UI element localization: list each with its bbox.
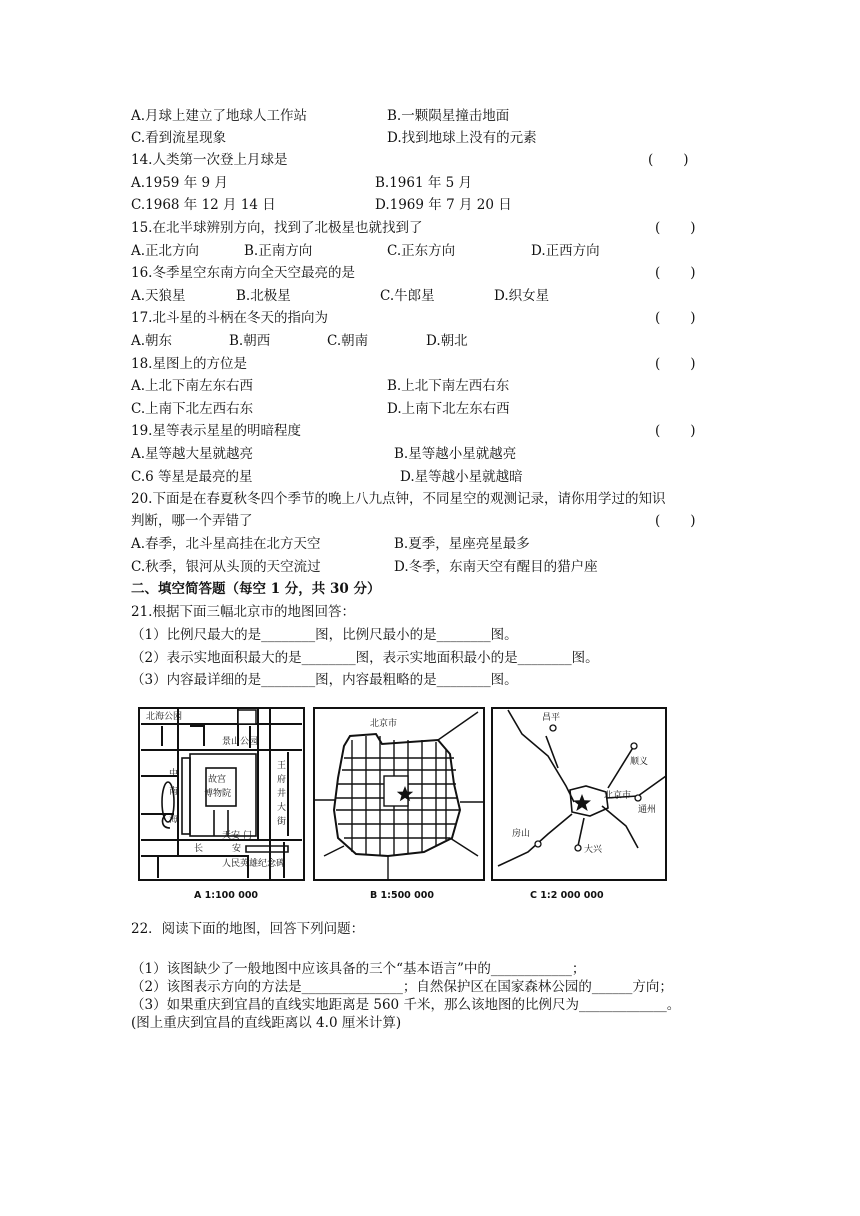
map-c-label-fangshan: 房山 bbox=[512, 829, 531, 839]
q17-option-b: B.朝西 bbox=[229, 333, 271, 349]
q20-stem-line1: 20.下面是在春夏秋冬四个季节的晚上八九点钟，不同星空的观测记录，请你用学过的知识 bbox=[131, 491, 666, 507]
q20-option-c: C.秋季，银河从头顶的天空流过 bbox=[131, 559, 321, 575]
q18-option-d: D.上南下北左东右西 bbox=[387, 401, 510, 417]
q16-stem: 16.冬季星空东南方向全天空最亮的是 bbox=[131, 265, 355, 281]
q16-option-c: C.牛郎星 bbox=[380, 288, 435, 304]
map-a-label-beihai-park: 北海公园 bbox=[146, 712, 183, 722]
map-c-shunyi-dot-icon bbox=[631, 743, 637, 749]
q14-option-c: C.1968 年 12 月 14 日 bbox=[131, 197, 276, 213]
q13-option-d: D.找到地球上没有的元素 bbox=[387, 130, 537, 146]
q13-option-b: B.一颗陨星撞击地面 bbox=[387, 108, 510, 124]
q18-option-c: C.上南下北左西右东 bbox=[131, 401, 254, 417]
q21-sub-3: （3）内容最详细的是________图，内容最粗略的是________图。 bbox=[131, 672, 518, 688]
q19-answer-paren: ( ) bbox=[655, 423, 696, 439]
q13-option-c: C.看到流星现象 bbox=[131, 130, 227, 146]
q15-option-a: A.正北方向 bbox=[131, 243, 200, 259]
q14-stem: 14.人类第一次登上月球是 bbox=[131, 152, 288, 168]
q15-option-d: D.正西方向 bbox=[531, 243, 600, 259]
q14-option-d: D.1969 年 7 月 20 日 bbox=[375, 197, 512, 213]
q18-stem: 18.星图上的方位是 bbox=[131, 356, 247, 372]
map-b-label-beijing: 北京市 bbox=[370, 719, 398, 729]
q15-option-b: B.正南方向 bbox=[244, 243, 313, 259]
q18-option-b: B.上北下南左西右东 bbox=[387, 378, 510, 394]
q21-sub-1: （1）比例尺最大的是________图，比例尺最小的是________图。 bbox=[131, 627, 518, 643]
q16-option-d: D.织女星 bbox=[494, 288, 550, 304]
q19-option-a: A.星等越大星就越亮 bbox=[131, 446, 254, 462]
q19-option-d: D.星等越小星就越暗 bbox=[400, 469, 523, 485]
map-a-label-jing: 井 bbox=[277, 789, 287, 799]
map-a-label-da: 大 bbox=[277, 803, 287, 813]
q14-answer-paren: ( ) bbox=[648, 152, 689, 168]
q13-option-a: A.月球上建立了地球人工作站 bbox=[131, 108, 308, 124]
map-a-label-gugong: 故宫 bbox=[208, 775, 227, 785]
map-c-label-daxing: 大兴 bbox=[584, 845, 603, 855]
q22-sub-1: （1）该图缺少了一般地图中应该具备的三个“基本语言”中的____________； bbox=[131, 961, 586, 977]
map-c bbox=[492, 708, 666, 901]
q21-sub-2: （2）表示实地面积最大的是________图，表示实地面积最小的是________图。 bbox=[131, 650, 599, 666]
map-c-label-tongzhou: 通州 bbox=[638, 805, 657, 815]
map-a-label-jingshan-park: 景山公园 bbox=[222, 737, 259, 747]
q20-option-b: B.夏季，星座亮星最多 bbox=[394, 536, 530, 552]
q16-answer-paren: ( ) bbox=[655, 265, 696, 281]
map-a-label-zhong: 中 bbox=[169, 769, 179, 779]
q17-option-a: A.朝东 bbox=[131, 333, 173, 349]
map-a-label-nan: 南 bbox=[169, 787, 179, 797]
map-c-fangshan-dot-icon bbox=[535, 841, 541, 847]
q17-option-d: D.朝北 bbox=[426, 333, 468, 349]
map-a-label-hai: 海 bbox=[169, 815, 179, 825]
map-b-caption: B 1:500 000 bbox=[370, 890, 434, 901]
map-a-label-wang: 王 bbox=[277, 761, 287, 771]
q22-note: (图上重庆到宜昌的直线距离以 4.0 厘米计算) bbox=[131, 1015, 402, 1031]
q16-option-b: B.北极星 bbox=[236, 288, 291, 304]
q20-answer-paren: ( ) bbox=[655, 513, 696, 529]
map-c-label-changping: 昌平 bbox=[542, 713, 561, 723]
map-c-caption: C 1:2 000 000 bbox=[530, 890, 604, 901]
q21-stem: 21.根据下面三幅北京市的地图回答： bbox=[131, 604, 355, 620]
map-a-label-jie: 街 bbox=[277, 817, 287, 827]
q19-option-b: B.星等越小星就越亮 bbox=[394, 446, 517, 462]
map-a-label-monument: 人民英雄纪念碑 bbox=[222, 859, 286, 869]
map-a-label-chang: 长 bbox=[194, 844, 204, 854]
q15-stem: 15.在北半球辨别方向，找到了北极星也就找到了 bbox=[131, 220, 423, 236]
map-a-label-men: 门 bbox=[243, 831, 253, 841]
map-c-changping-dot-icon bbox=[550, 725, 556, 731]
q22-stem: 22．阅读下面的地图，回答下列问题： bbox=[131, 921, 365, 937]
q19-stem: 19.星等表示星星的明暗程度 bbox=[131, 423, 301, 439]
q22-sub-2: （2）该图表示方向的方法是_______________；自然保护区在国家森林公园的______方向； bbox=[131, 979, 673, 995]
q17-stem: 17.北斗星的斗柄在冬天的指向为 bbox=[131, 310, 328, 326]
q16-option-a: A.天狼星 bbox=[131, 288, 186, 304]
map-b bbox=[314, 708, 484, 901]
map-c-label-beijing: 北京市 bbox=[604, 791, 632, 801]
q18-answer-paren: ( ) bbox=[655, 356, 696, 372]
map-a-caption: A 1:100 000 bbox=[194, 890, 259, 901]
q14-option-a: A.1959 年 9 月 bbox=[131, 175, 228, 191]
map-a-label-an: 安 bbox=[232, 844, 242, 854]
section-2-title: 二、填空简答题（每空 1 分，共 30 分） bbox=[131, 581, 381, 597]
map-a-label-tianan: 天安 bbox=[222, 831, 241, 841]
map-c-daxing-dot-icon bbox=[575, 845, 581, 851]
q15-option-c: C.正东方向 bbox=[387, 243, 456, 259]
q20-stem-line2: 判断，哪一个弄错了 bbox=[131, 513, 253, 529]
map-c-label-shunyi: 顺义 bbox=[630, 757, 649, 767]
q20-option-a: A.春季，北斗星高挂在北方天空 bbox=[131, 536, 321, 552]
q14-option-b: B.1961 年 5 月 bbox=[375, 175, 473, 191]
map-a-label-museum: 博物院 bbox=[204, 789, 232, 799]
q18-option-a: A.上北下南左东右西 bbox=[131, 378, 254, 394]
map-a-label-fu: 府 bbox=[277, 775, 287, 785]
q19-option-c: C.6 等星是最亮的星 bbox=[131, 469, 253, 485]
q22-sub-3: （3）如果重庆到宜昌的直线实地距离是 560 千米，那么该地图的比例尺为_____________。 bbox=[131, 997, 681, 1013]
beijing-maps-figure bbox=[138, 706, 668, 906]
q20-option-d: D.冬季，东南天空有醒目的猎户座 bbox=[394, 559, 598, 575]
q15-answer-paren: ( ) bbox=[655, 220, 696, 236]
q17-option-c: C.朝南 bbox=[327, 333, 369, 349]
map-a bbox=[139, 708, 304, 901]
q17-answer-paren: ( ) bbox=[655, 310, 696, 326]
map-c-tongzhou-dot-icon bbox=[635, 795, 641, 801]
